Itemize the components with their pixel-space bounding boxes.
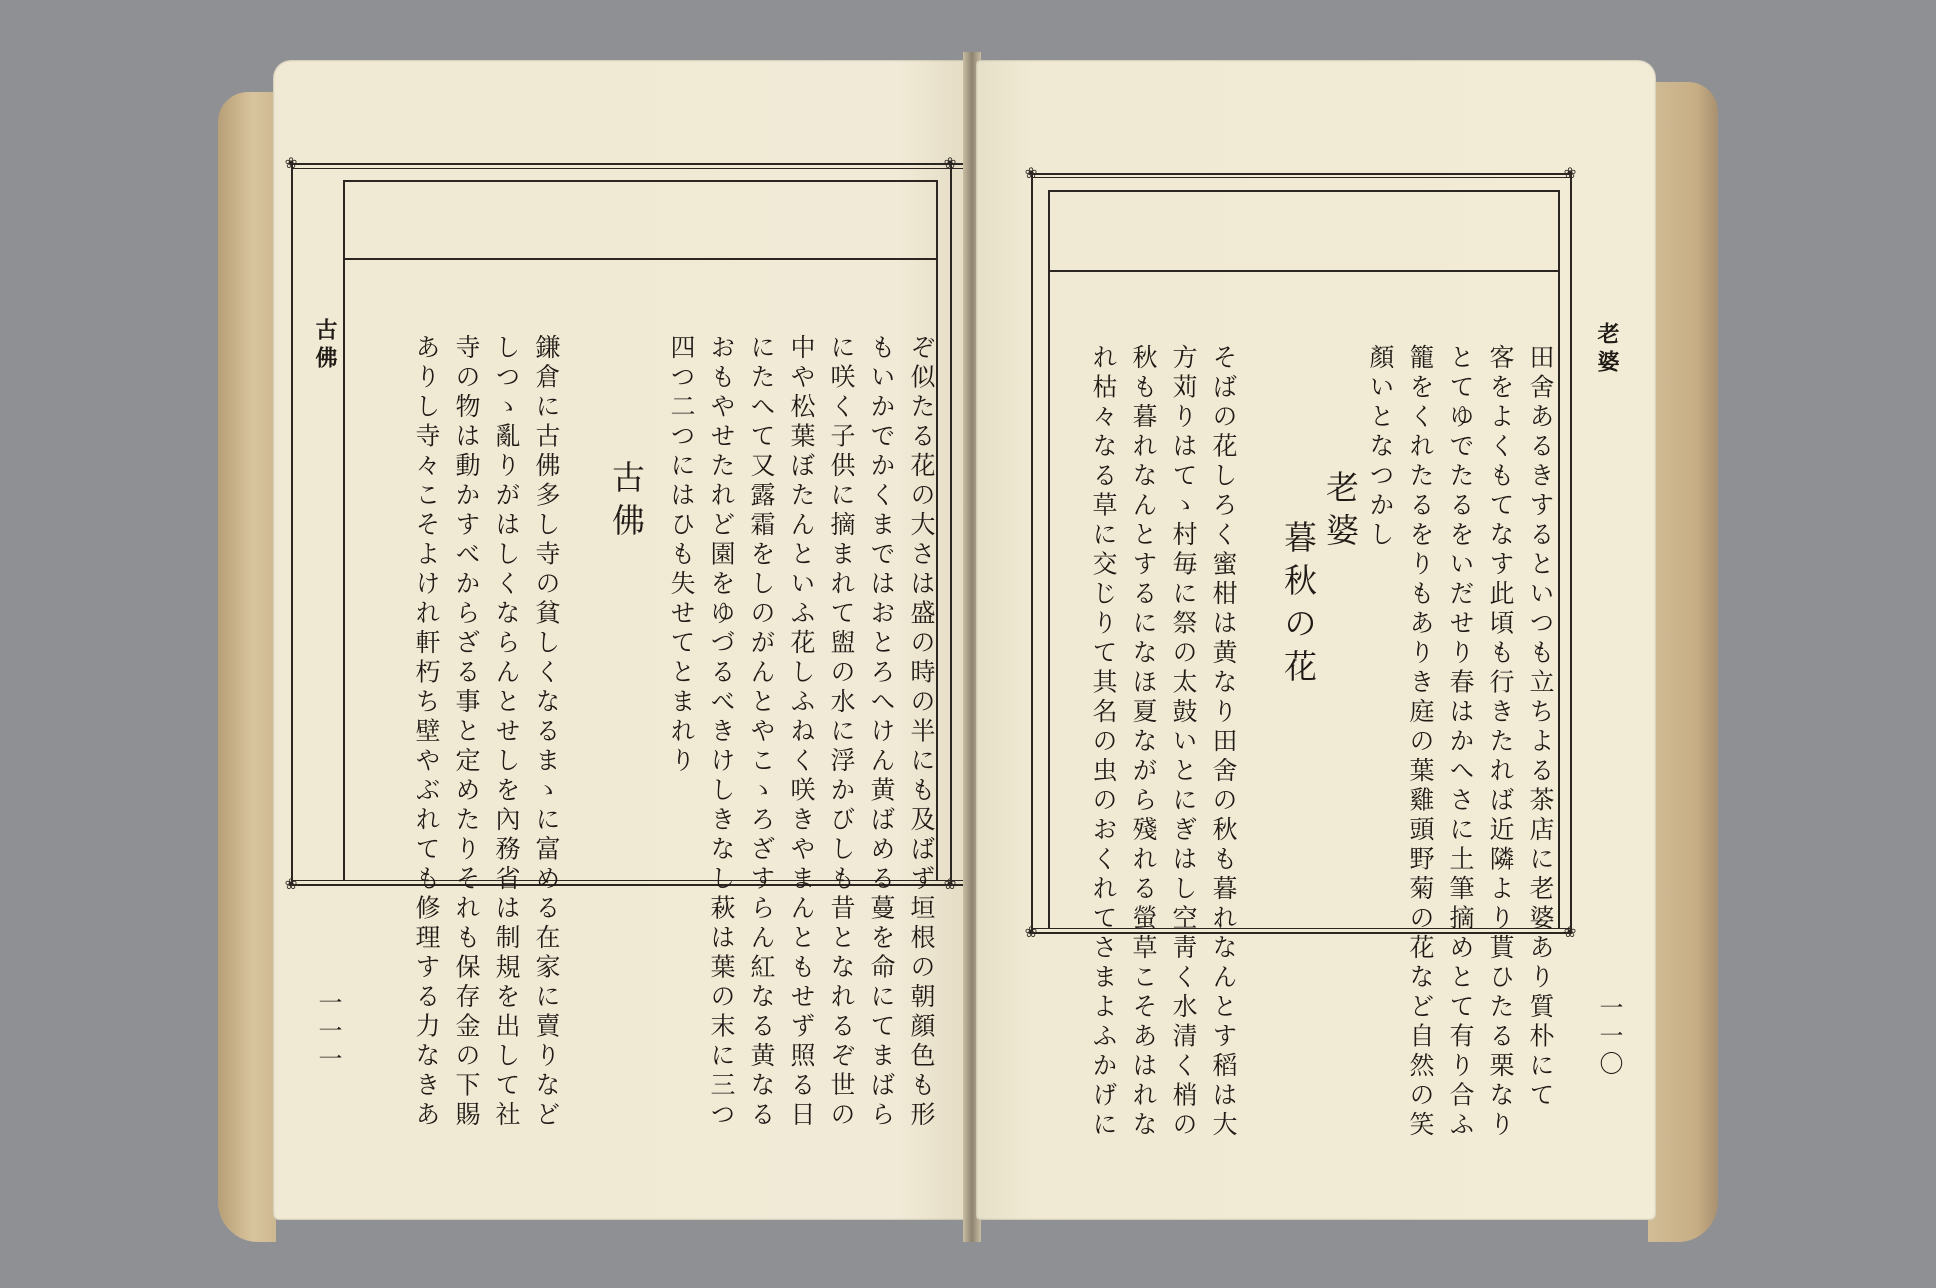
frame-right <box>950 163 952 885</box>
text-column: に咲く子供に摘まれて盥の水に浮かびしも昔となれるぞ世の <box>827 334 856 1131</box>
text-column: 客をよくもてなす此頃も行きたれば近隣より貰ひたる栗なり <box>1486 344 1515 1141</box>
text-column: ありし寺々こそよけれ軒朽ち壁やぶれても修理する力なきあ <box>412 334 441 1131</box>
frame-top-outer <box>1031 173 1571 175</box>
text-column: とてゆでたるをいだせり春はかへさに土筆摘めとて有り合ふ <box>1446 344 1475 1141</box>
ornament-icon: ❀ <box>284 154 298 172</box>
running-head: 老婆 <box>1594 322 1620 378</box>
section-heading: 古佛 <box>607 460 646 546</box>
page-block-edge-left <box>218 92 276 1242</box>
running-head: 古佛 <box>312 318 338 374</box>
frame-top-outer <box>291 163 971 165</box>
ornament-icon: ❀ <box>1024 923 1038 941</box>
text-column: 田舍あるきするといつも立ちよる茶店に老婆あり質朴にて <box>1526 344 1555 1111</box>
text-column: おもやせたれど園をゆづるべきけしきなし萩は葉の末に三つ <box>707 334 736 1131</box>
frame-top-inner <box>291 168 971 169</box>
text-column: 籠をくれたるをりもありき庭の葉雞頭野菊の花など自然の笑 <box>1406 344 1435 1141</box>
ornament-icon: ❀ <box>1563 923 1577 941</box>
left-page <box>273 60 968 1220</box>
frame-left <box>1031 173 1033 933</box>
right-page <box>976 60 1656 1220</box>
ornament-icon: ❀ <box>284 875 298 893</box>
frame-header-rule <box>343 258 936 260</box>
frame-inner-left <box>1048 190 1050 928</box>
text-column: ぞ似たる花の大さは盛の時の半にも及ばず垣根の朝顔色も形 <box>907 334 936 1131</box>
text-column: 寺の物は動かすべからざる事と定めたりそれも保存金の下賜 <box>452 334 481 1131</box>
frame-left <box>291 163 293 885</box>
text-column: 四つ二つにはひも失せてとまれり <box>667 334 696 777</box>
text-column: もいかでかくまではおとろへけん黄ばめる蔓を命にてまばら <box>867 334 896 1131</box>
frame-right <box>1570 173 1572 933</box>
ornament-icon: ❀ <box>943 875 957 893</box>
text-column: 中や松葉ぼたんといふ花しふねく咲きやまんともせず照る日 <box>787 334 816 1131</box>
folio: 一一一 <box>314 990 342 1074</box>
ornament-icon: ❀ <box>1024 164 1038 182</box>
section-heading: 暮秋の花 <box>1279 520 1318 692</box>
open-book <box>218 52 1718 1242</box>
text-column: 秋も暮れなんとするになほ夏ながら殘れる螢草こそあはれな <box>1129 344 1158 1141</box>
text-column: しつゝ亂りがはしくならんとせしを內務省は制規を出して社 <box>492 334 521 1131</box>
frame-header-rule <box>1048 270 1558 272</box>
frame-inner-left <box>343 180 345 880</box>
text-column: 方苅りはてゝ村毎に祭の太鼓いとにぎはし空靑く水清く梢の <box>1169 344 1198 1141</box>
text-column: れ枯々なる草に交じりて其名の虫のおくれてさまよふかげに <box>1089 344 1118 1141</box>
frame-header-top <box>1048 190 1558 192</box>
frame-top-inner <box>1031 177 1571 178</box>
frame-header-top <box>343 180 936 182</box>
ornament-icon: ❀ <box>943 154 957 172</box>
ornament-icon: ❀ <box>1563 164 1577 182</box>
text-column: 鎌倉に古佛多し寺の貧しくなるまゝに富める在家に賣りなど <box>532 334 561 1131</box>
section-heading: 老婆 <box>1321 470 1360 556</box>
text-column: そばの花しろく蜜柑は黄なり田舍の秋も暮れなんとす稻は大 <box>1209 344 1238 1141</box>
text-column: にたへて又露霜をしのがんとやこゝろざすらん紅なる黄なる <box>747 334 776 1131</box>
page-block-edge-right <box>1648 82 1718 1242</box>
folio: 一一〇 <box>1595 995 1623 1079</box>
text-column: 顏いとなつかし <box>1366 344 1395 551</box>
